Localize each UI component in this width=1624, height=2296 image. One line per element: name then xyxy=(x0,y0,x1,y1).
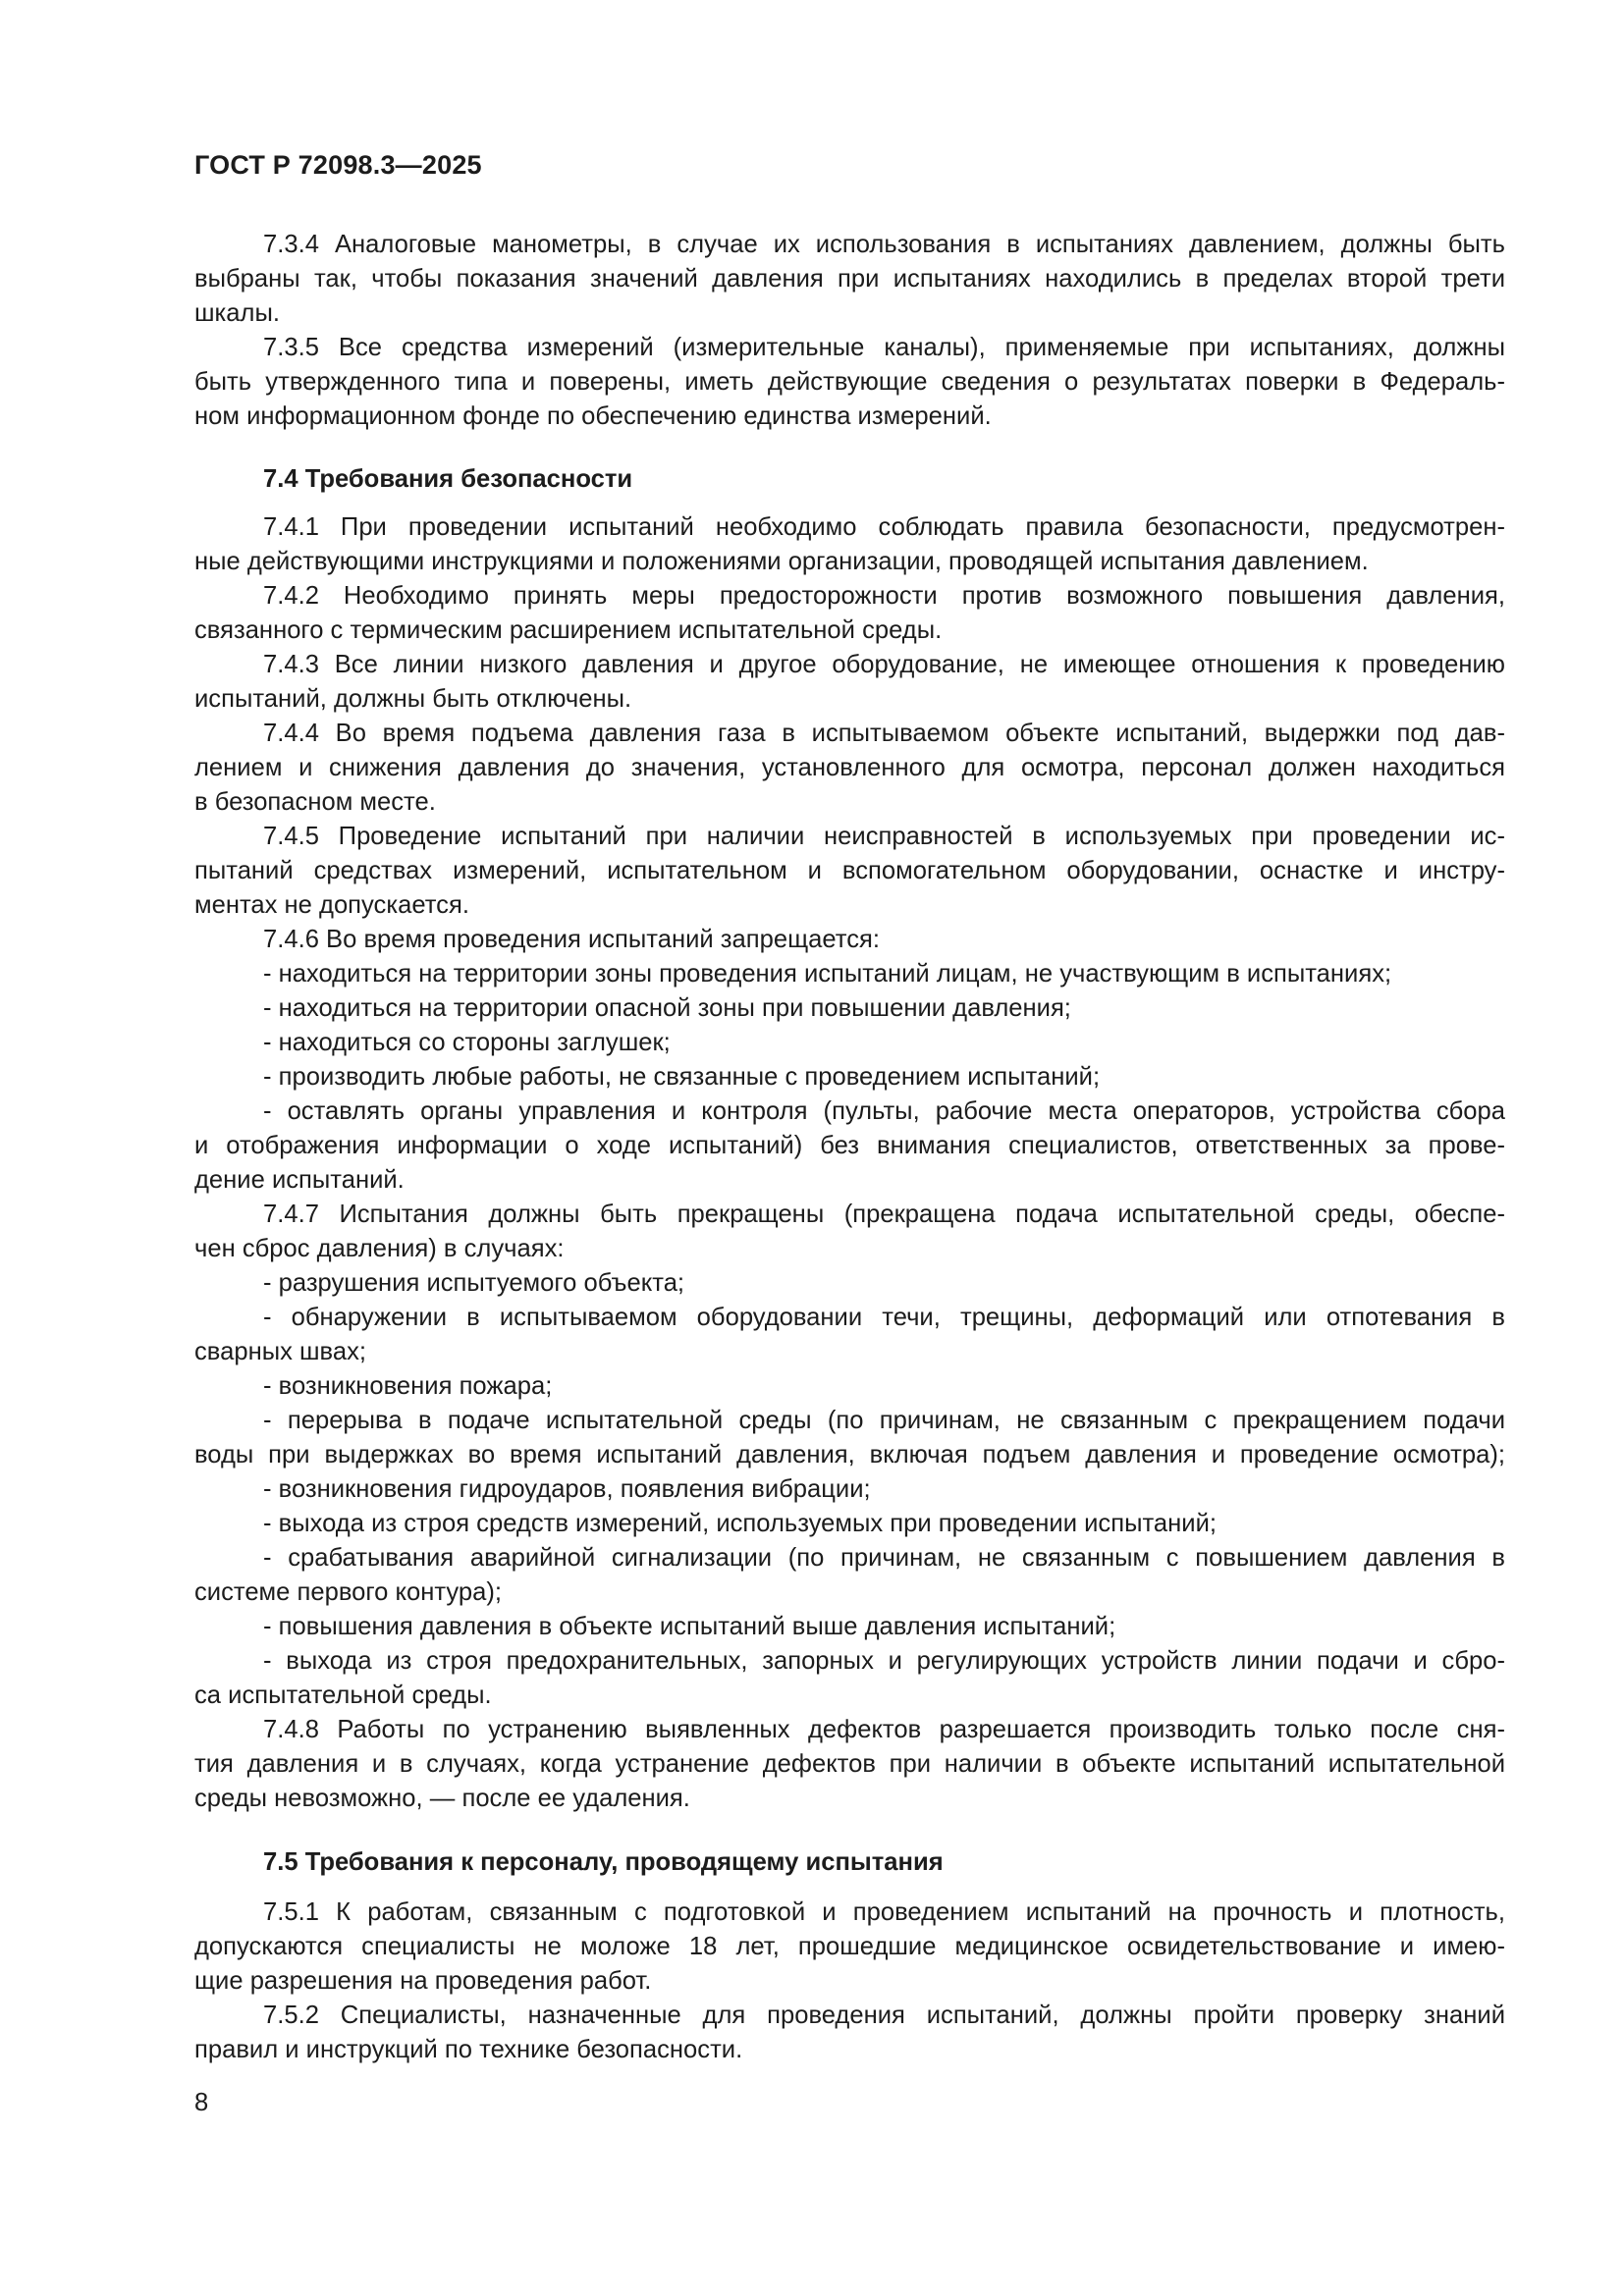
text-line: - выхода из строя средств измерений, используемых при проведении испытаний; xyxy=(263,1510,1217,1537)
section-7-4-paragraphs xyxy=(194,510,1505,1816)
text-line: - разрушения испытуемого объекта; xyxy=(263,1269,685,1297)
text-line: - возникновения пожара; xyxy=(263,1372,553,1400)
text-line: - срабатывания аварийной сигнализации (по причинам, не связанным с повышением давления в xyxy=(263,1544,1505,1572)
text-line: 7.4.6 Во время проведения испытаний запрещается: xyxy=(263,926,880,953)
text-line: тия давления и в случаях, когда устранение дефектов при наличии в объекте испытаний испытательной xyxy=(194,1750,1505,1778)
text-line: шкалы. xyxy=(194,299,280,327)
text-line: - возникновения гидроударов, появления вибрации; xyxy=(263,1475,871,1503)
text-line: воды при выдержках во время испытаний давления, включая подъем давления и проведение осмотра); xyxy=(194,1441,1505,1468)
text-line: системе первого контура); xyxy=(194,1578,502,1606)
text-line: 7.3.5 Все средства измерений (измерительные каналы), применяемые при испытаниях, должны xyxy=(263,334,1505,361)
text-line: пытаний средствах измерений, испытательном и вспомогательном оборудовании, оснастке и инстру- xyxy=(194,857,1505,884)
section-heading-7-5: 7.5 Требования к персоналу, проводящему испытания xyxy=(263,1848,944,1876)
text-line: - находиться на территории опасной зоны при повышении давления; xyxy=(263,994,1071,1022)
text-line: 7.4.2 Необходимо принять меры предосторожности против возможного повышения давления, xyxy=(263,582,1505,610)
page-number: 8 xyxy=(194,2089,209,2116)
text-line: испытаний, должны быть отключены. xyxy=(194,685,632,713)
text-line: 7.5.2 Специалисты, назначенные для проведения испытаний, должны пройти проверку знаний xyxy=(263,2002,1505,2029)
text-line: правил и инструкций по технике безопасности. xyxy=(194,2036,743,2063)
text-line: - производить любые работы, не связанные с проведением испытаний; xyxy=(263,1063,1101,1091)
text-line: 7.4.4 Во время подъема давления газа в испытываемом объекте испытаний, выдержки под дав- xyxy=(263,720,1505,747)
text-line: чен сброс давления) в случаях: xyxy=(194,1235,565,1262)
text-line: допускаются специалисты не моложе 18 лет, прошедшие медицинское освидетельствование и имею- xyxy=(194,1933,1505,1960)
text-line: 7.4.5 Проведение испытаний при наличии неисправностей в используемых при проведении ис- xyxy=(263,823,1505,850)
text-line: - перерыва в подаче испытательной среды (по причинам, не связанным с прекращением подачи xyxy=(263,1407,1505,1434)
document-code-header: ГОСТ Р 72098.3—2025 xyxy=(194,150,482,180)
text-line: дение испытаний. xyxy=(194,1166,405,1194)
text-line: и отображения информации о ходе испытаний) без внимания специалистов, ответственных за прове- xyxy=(194,1132,1505,1159)
text-line: - находиться на территории зоны проведения испытаний лицам, не участвующим в испытаниях; xyxy=(263,960,1392,988)
text-line: выбраны так, чтобы показания значений давления при испытаниях находились в пределах второй трети xyxy=(194,265,1505,293)
text-line: среды невозможно, — после ее удаления. xyxy=(194,1785,690,1812)
text-line: связанного с термическим расширением испытательной среды. xyxy=(194,616,943,644)
text-line: лением и снижения давления до значения, установленного для осмотра, персонал должен находиться xyxy=(194,754,1505,781)
text-line: ные действующими инструкциями и положениями организации, проводящей испытания давлением. xyxy=(194,548,1369,575)
text-line: 7.4.7 Испытания должны быть прекращены (прекращена подача испытательной среды, обеспе- xyxy=(263,1201,1505,1228)
text-line: 7.3.4 Аналоговые манометры, в случае их использования в испытаниях давлением, должны быть xyxy=(263,231,1505,258)
text-line: - оставлять органы управления и контроля (пульты, рабочие места операторов, устройства сбора xyxy=(263,1097,1505,1125)
section-heading-7-4: 7.4 Требования безопасности xyxy=(263,465,633,493)
text-line: - выхода из строя предохранительных, запорных и регулирующих устройств линии подачи и сбро- xyxy=(263,1647,1505,1675)
text-line: са испытательной среды. xyxy=(194,1682,492,1709)
text-line: щие разрешения на проведения работ. xyxy=(194,1967,652,1995)
text-line: - обнаружении в испытываемом оборудовании течи, трещины, деформаций или отпотевания в xyxy=(263,1304,1505,1331)
text-line: 7.4.3 Все линии низкого давления и другое оборудование, не имеющее отношения к проведению xyxy=(263,651,1505,678)
text-line: 7.5.1 К работам, связанным с подготовкой и проведением испытаний на прочность и плотность, xyxy=(263,1898,1505,1926)
section-7-3-paragraphs xyxy=(194,228,1505,434)
text-line: 7.4.8 Работы по устранению выявленных дефектов разрешается производить только после сня- xyxy=(263,1716,1505,1743)
text-line: сварных швах; xyxy=(194,1338,366,1365)
text-line: быть утвержденного типа и поверены, иметь действующие сведения о результатах поверки в Федераль- xyxy=(194,368,1505,396)
text-line: - повышения давления в объекте испытаний выше давления испытаний; xyxy=(263,1613,1116,1640)
text-line: ментах не допускается. xyxy=(194,891,469,919)
text-line: ном информационном фонде по обеспечению единства измерений. xyxy=(194,402,992,430)
text-line: 7.4.1 При проведении испытаний необходимо соблюдать правила безопасности, предусмотрен- xyxy=(263,513,1505,541)
text-line: - находиться со стороны заглушек; xyxy=(263,1029,671,1056)
section-7-5-paragraphs xyxy=(194,1896,1505,2067)
text-line: в безопасном месте. xyxy=(194,788,436,816)
